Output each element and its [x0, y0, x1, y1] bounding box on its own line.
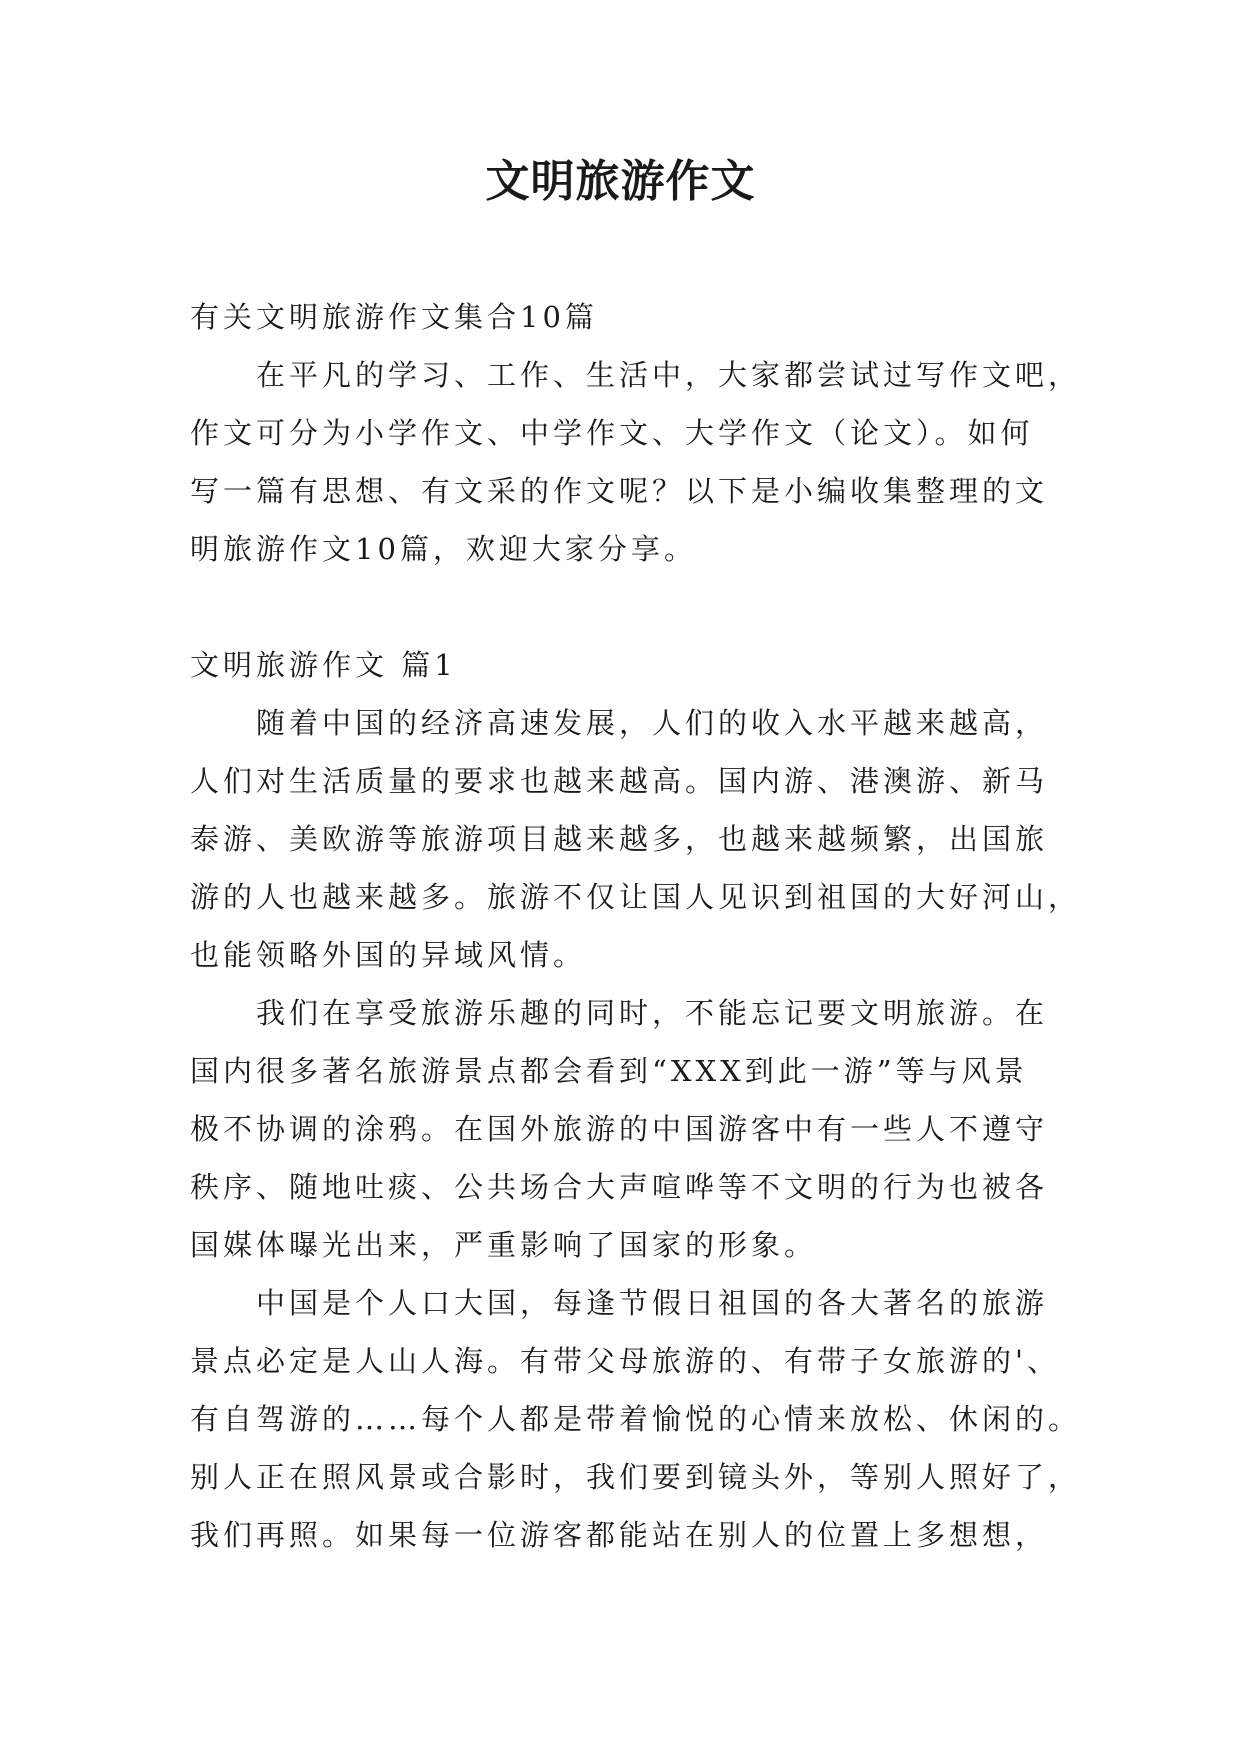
intro-line: 作文可分为小学作文、中学作文、大学作文（论文）。如何 [190, 416, 1034, 450]
paragraph-line: 国媒体曝光出来，严重影响了国家的形象。 [190, 1228, 818, 1262]
paragraph-line: 游的人也越来越多。旅游不仅让国人见识到祖国的大好河山， [190, 880, 1082, 914]
paragraph-line: 景点必定是人山人海。有带父母旅游的、有带子女旅游的'、 [190, 1344, 1060, 1378]
paragraph-line: 中国是个人口大国，每逢节假日祖国的各大著名的旅游 [256, 1286, 1049, 1320]
document-body [190, 288, 1082, 1564]
paragraph-line: 泰游、美欧游等旅游项目越来越多，也越来越频繁，出国旅 [190, 822, 1049, 856]
intro-paragraph [190, 346, 1082, 578]
intro-line: 在平凡的学习、工作、生活中，大家都尝试过写作文吧， [256, 358, 1082, 392]
section-spacer [190, 578, 1050, 636]
collection-subtitle: 有关文明旅游作文集合10篇 [190, 300, 598, 334]
paragraph-line: 极不协调的涂鸦。在国外旅游的中国游客中有一些人不遵守 [190, 1112, 1049, 1146]
paragraph-line: 有自驾游的……每个人都是带着愉悦的心情来放松、休闲的。 [190, 1402, 1082, 1436]
paragraph-line: 别人正在照风景或合影时，我们要到镜头外，等别人照好了， [190, 1460, 1082, 1494]
essay-paragraph-3 [190, 1274, 1082, 1564]
paragraph-line: 也能领略外国的异域风情。 [190, 938, 587, 972]
paragraph-line: 随着中国的经济高速发展，人们的收入水平越来越高， [256, 706, 1049, 740]
document-title: 文明旅游作文 [485, 156, 756, 207]
essay-paragraph-2 [190, 984, 1050, 1274]
paragraph-line: 国内很多著名旅游景点都会看到“XXX到此一游”等与风景 [190, 1054, 1028, 1088]
paragraph-line: 我们在享受旅游乐趣的同时，不能忘记要文明旅游。在 [256, 996, 1049, 1030]
paragraph-line: 我们再照。如果每一位游客都能站在别人的位置上多想想， [190, 1518, 1049, 1552]
essay-paragraph-1 [190, 694, 1082, 984]
intro-line: 明旅游作文10篇，欢迎大家分享。 [190, 532, 697, 566]
intro-line: 写一篇有思想、有文采的作文呢？以下是小编收集整理的文 [190, 474, 1049, 508]
section-heading: 文明旅游作文 篇1 [190, 648, 457, 682]
paragraph-line: 秩序、随地吐痰、公共场合大声喧哗等不文明的行为也被各 [190, 1170, 1049, 1204]
paragraph-line: 人们对生活质量的要求也越来越高。国内游、港澳游、新马 [190, 764, 1049, 798]
